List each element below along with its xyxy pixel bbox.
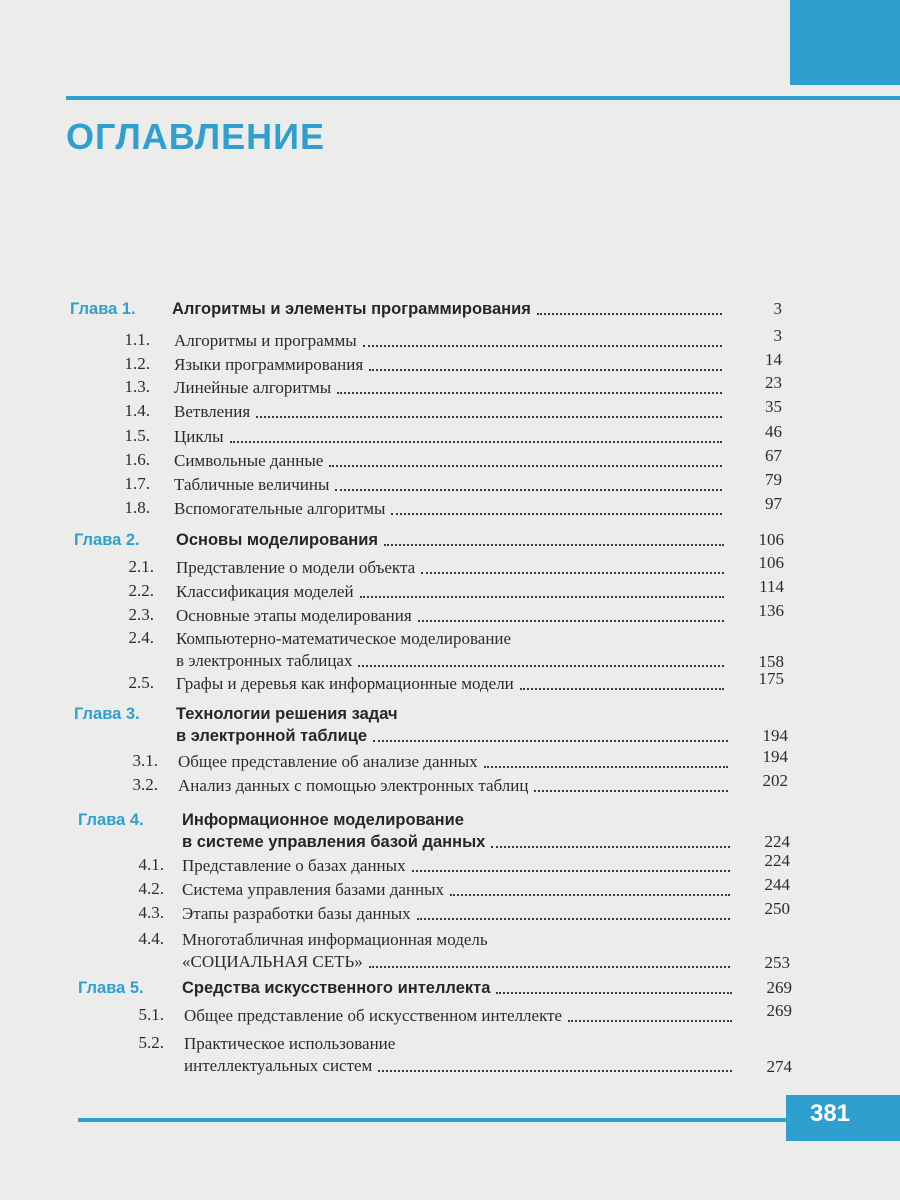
section-title-line: Линейные алгоритмы	[174, 378, 332, 397]
dot-leader	[369, 964, 730, 968]
chapter-label: Глава 1.	[70, 300, 136, 318]
section-number: 3.1.	[132, 751, 158, 770]
dot-leader	[369, 367, 722, 371]
section-title-line: Символьные данные	[174, 451, 324, 470]
dot-leader	[520, 686, 724, 690]
page-title: ОГЛАВЛЕНИЕ	[66, 116, 326, 157]
chapter-title-line: Алгоритмы и элементы программирования	[172, 300, 531, 318]
section-page-number: 114	[759, 577, 784, 596]
section-page-number: 250	[764, 899, 790, 918]
dot-leader	[534, 788, 728, 792]
section-title-line: Представление о базах данных	[182, 856, 406, 875]
section-title-line: Вспомогательные алгоритмы	[174, 499, 386, 518]
section-page-number: 46	[765, 422, 782, 441]
section-number: 2.5.	[128, 673, 154, 692]
section-title-line: в электронных таблицах	[176, 651, 353, 670]
section-title-line: Этапы разработки базы данных	[182, 904, 411, 923]
chapter-title-line: Средства искусственного интеллекта	[182, 979, 491, 997]
chapter-title-line: Основы моделирования	[176, 531, 378, 549]
section-number: 2.2.	[128, 581, 154, 600]
section-title-line: Ветвления	[174, 402, 251, 421]
dot-leader	[421, 570, 724, 574]
section-title-line: Основные этапы моделирования	[176, 606, 412, 625]
dot-leader	[391, 511, 722, 515]
dot-leader	[373, 738, 728, 742]
page-number: 381	[809, 1100, 851, 1127]
chapter-title-line: в электронной таблице	[176, 727, 368, 745]
chapter-title-line: в системе управления базой данных	[182, 833, 486, 851]
section-number: 1.3.	[124, 377, 150, 396]
dot-leader	[417, 916, 730, 920]
chapter-title-line: Информационное моделирование	[182, 811, 464, 829]
section-page-number: 14	[765, 350, 782, 369]
section-title-line: Практическое использование	[184, 1034, 396, 1053]
dot-leader	[418, 618, 724, 622]
dot-leader	[230, 439, 722, 443]
section-page-number: 158	[758, 652, 784, 671]
section-page-number: 175	[758, 669, 784, 688]
section-number: 3.2.	[132, 775, 158, 794]
dot-leader	[537, 311, 722, 315]
chapter-page-number: 224	[764, 832, 790, 851]
section-title-line: Общее представление об искусственном интеллекте	[184, 1006, 563, 1025]
section-page-number: 224	[764, 851, 790, 870]
section-page-number: 79	[765, 470, 782, 489]
section-number: 1.4.	[124, 401, 150, 420]
section-number: 1.5.	[124, 426, 150, 445]
chapter-title-line: Технологии решения задач	[176, 705, 398, 723]
chapter-label: Глава 4.	[78, 811, 144, 829]
section-number: 1.1.	[124, 330, 150, 349]
section-number: 1.2.	[124, 354, 150, 373]
dot-leader	[256, 414, 722, 418]
section-page-number: 106	[758, 553, 784, 572]
section-number: 4.2.	[138, 879, 164, 898]
dot-leader	[568, 1018, 732, 1022]
dot-leader	[378, 1068, 732, 1072]
section-number: 4.3.	[138, 903, 164, 922]
dot-leader	[491, 844, 730, 848]
section-title-line: Компьютерно-математическое моделирование	[176, 629, 512, 648]
section-page-number: 253	[764, 953, 790, 972]
section-title-line: Классификация моделей	[176, 582, 354, 601]
section-title-line: Анализ данных с помощью электронных таблиц	[178, 776, 529, 795]
dot-leader	[363, 343, 722, 347]
chapter-label: Глава 5.	[78, 979, 144, 997]
dot-leader	[496, 990, 732, 994]
chapter-label: Глава 3.	[74, 705, 140, 723]
dot-leader	[450, 892, 730, 896]
dot-leader	[337, 390, 722, 394]
section-page-number: 202	[762, 771, 788, 790]
section-number: 5.2.	[138, 1033, 164, 1052]
section-title-line: Многотабличная информационная модель	[182, 930, 488, 949]
section-title-line: Циклы	[174, 427, 224, 446]
section-number: 1.8.	[124, 498, 150, 517]
section-number: 4.1.	[138, 855, 164, 874]
chapter-page-number: 3	[773, 299, 782, 318]
section-number: 4.4.	[138, 929, 164, 948]
dot-leader	[335, 487, 722, 491]
section-page-number: 274	[766, 1057, 792, 1076]
section-page-number: 67	[765, 446, 782, 465]
section-page-number: 35	[765, 397, 782, 416]
section-title-line: Графы и деревья как информационные модели	[176, 674, 514, 693]
section-title-line: «СОЦИАЛЬНАЯ СЕТЬ»	[182, 952, 363, 971]
section-title-line: Общее представление об анализе данных	[178, 752, 478, 771]
chapter-page-number: 194	[762, 726, 788, 745]
chapter-page-number: 106	[758, 530, 784, 549]
dot-leader	[358, 663, 724, 667]
section-number: 2.1.	[128, 557, 154, 576]
chapter-label: Глава 2.	[74, 531, 140, 549]
section-number: 1.6.	[124, 450, 150, 469]
section-number: 2.3.	[128, 605, 154, 624]
section-title-line: интеллектуальных систем	[184, 1056, 373, 1075]
section-title-line: Представление о модели объекта	[176, 558, 416, 577]
section-page-number: 136	[758, 601, 784, 620]
section-page-number: 269	[766, 1001, 792, 1020]
section-page-number: 244	[764, 875, 790, 894]
section-title-line: Система управления базами данных	[182, 880, 445, 899]
section-number: 5.1.	[138, 1005, 164, 1024]
dot-leader	[329, 463, 722, 467]
dot-leader	[360, 594, 724, 598]
chapter-page-number: 269	[766, 978, 792, 997]
dot-leader	[384, 542, 724, 546]
dot-leader	[484, 764, 728, 768]
section-number: 1.7.	[124, 474, 150, 493]
section-number: 2.4.	[128, 628, 154, 647]
section-page-number: 23	[765, 373, 782, 392]
section-title-line: Алгоритмы и программы	[174, 331, 357, 350]
section-page-number: 194	[762, 747, 788, 766]
footer-rule	[78, 1118, 786, 1122]
dot-leader	[412, 868, 730, 872]
section-page-number: 3	[773, 326, 782, 345]
section-page-number: 97	[765, 494, 782, 513]
section-title-line: Языки программирования	[174, 355, 364, 374]
section-title-line: Табличные величины	[174, 475, 330, 494]
